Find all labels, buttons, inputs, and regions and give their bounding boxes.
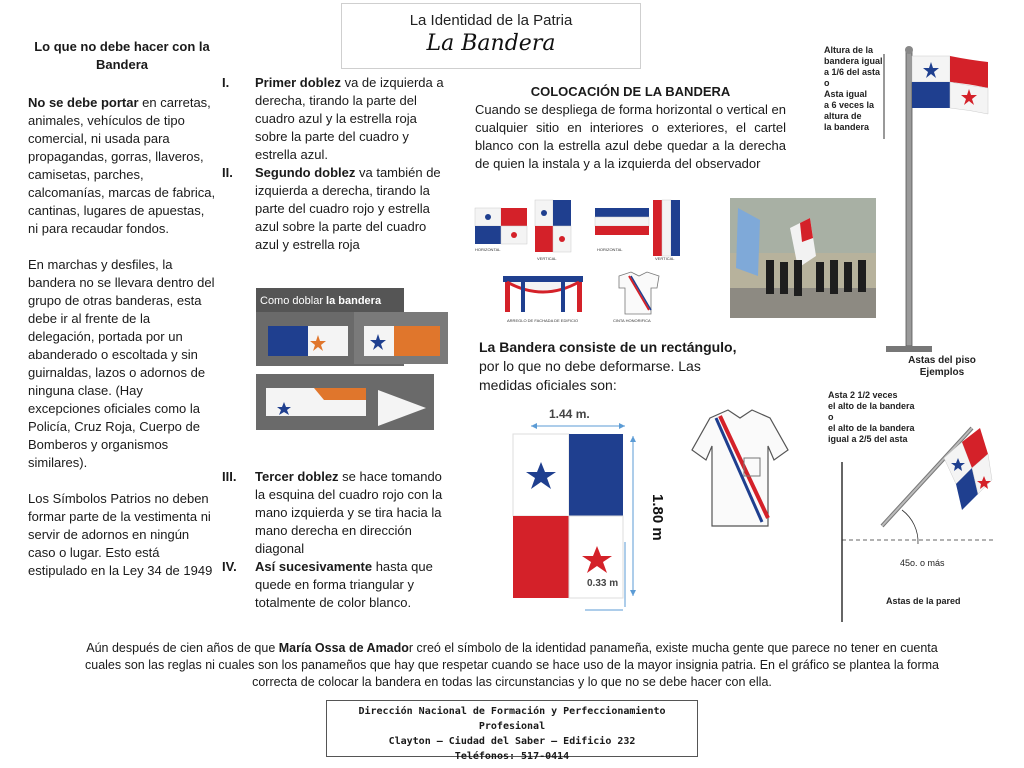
paragraph-no-portar <box>28 94 216 238</box>
pole-caption-line: Ejemplos <box>919 367 965 378</box>
flag-blue <box>569 434 623 516</box>
pole-note-line: la bandera <box>824 122 870 132</box>
fold2-orange <box>394 326 440 356</box>
pole-note-line: bandera igual <box>824 56 883 66</box>
left-column <box>28 38 216 598</box>
vertical-flag-example <box>535 200 571 252</box>
footer-paragraph <box>80 640 944 691</box>
step-1 <box>222 74 452 164</box>
step-3-text: se hace tomando la esquina del cuadro rojo con la mano izquierda y se tira hacia la mano derecha en dirección diagonal <box>255 469 443 556</box>
header-box <box>341 3 641 69</box>
wall-pole-flag <box>944 428 992 510</box>
wall-note-line: Asta 2 1/2 veces <box>828 390 898 400</box>
ground-pole <box>906 50 912 346</box>
paragraph-marchas: En marchas y desfiles, la bandera no se llevara dentro del grupo de otras banderas, esta debe ir al frente de la delegación, portada por un abanderado o escoltada y sin guirnaldas, lazos o adornos de ninguna clase. (Hay excepciones oficiales como la Policía, Cruz Roja, Cuerpo de Bomberos y organismos similares). <box>28 257 215 470</box>
photo-marchers <box>766 260 866 296</box>
step-4-num: IV. <box>222 559 237 574</box>
placement-heading: COLOCACIÓN DE LA BANDERA <box>530 84 731 99</box>
placement-text: Cuando se despliega de forma horizontal o vertical en cualquier sitio en interiores o exteriores, el cartel blanco con la estrella azul debe quedar a la derecha de quien la instala y a la izquierda del observador <box>475 102 786 171</box>
pole-caption <box>902 355 982 379</box>
step-3-bold: Tercer doblez <box>255 469 339 484</box>
contact-line-2: Clayton – Ciudad del Saber – Edificio 232 <box>388 736 636 747</box>
label-horizontal-1: HORIZONTAL <box>475 247 501 252</box>
contact-line-1: Dirección Nacional de Formación y Perfeccionamiento Profesional <box>358 706 666 732</box>
step-2-bold: Segundo doblez <box>255 165 356 180</box>
photo-flag-blue <box>736 208 760 276</box>
wall-note-line: igual a 2/5 del asta <box>828 434 908 444</box>
step-4-bold: Así sucesivamente <box>255 559 373 574</box>
angle-arc <box>902 510 918 544</box>
wall-pole-diagram <box>838 420 998 626</box>
pole-note-line: o <box>824 78 830 88</box>
rectangle-bold: La Bandera consiste de un rectángulo, <box>479 339 737 355</box>
step-4-text: hasta que quede en forma triangular y totalmente de color blanco. <box>255 559 433 610</box>
step-3-num: III. <box>222 469 237 484</box>
step-2-text: va también de izquierda a derecha, tirando la parte del cuadro rojo y estrella azul sobre la parte del cuadro azul y estrella roja <box>255 165 441 252</box>
step-3 <box>222 468 454 558</box>
pole-note-line: a 1/6 del asta <box>824 67 881 77</box>
width-arrow-right <box>619 423 625 429</box>
height-arrow-bottom <box>630 590 636 596</box>
p1-text: en carretas, animales, vehículos de tipo comercial, ni usada para propagandas, gorras, llaveros, camisetas, parches, calcomanías, marcas de fabrica, cantinas, lugares de apuestas, ni para recaudar fondos. <box>28 95 216 236</box>
footer-post: r creó el símbolo de la identidad panameña, existe mucha gente que parece no tener en cuenta cuales son las reglas ni cuales son los panameños que hay que respetar cuando se hace uso de la mayor insignia patria. En el gráfico se plantea la forma correcta de colocar la bandera en todas las circunstancias y lo que no se debe hacer con ella. <box>85 641 939 689</box>
steps-top <box>222 74 452 254</box>
contact-box <box>326 700 698 762</box>
step-1-num: I. <box>222 75 230 90</box>
star-margin-label: 0.33 m <box>587 578 619 589</box>
wall-note-line: el alto de la bandera <box>828 423 915 433</box>
step-2-num: II. <box>222 165 233 180</box>
height-arrow-top <box>630 436 636 442</box>
pole-base <box>886 346 932 352</box>
angle-label: 45o. o más <box>900 558 945 568</box>
vertical-banner-example <box>653 200 680 256</box>
p1-bold: No se debe portar <box>28 95 139 110</box>
placement-section <box>475 83 786 173</box>
wall-note-line: el alto de la bandera <box>828 401 915 411</box>
horizontal-flag-example <box>475 208 527 244</box>
photo-street <box>730 288 876 318</box>
footer-name: María Ossa de Amado <box>278 641 409 655</box>
ground-pole-diagram <box>880 44 990 360</box>
width-label: 1.44 m. <box>549 407 590 421</box>
height-label: 1.80 m <box>649 494 666 541</box>
horizontal-banner-example <box>595 208 649 235</box>
pole-caption-line: Astas del piso <box>908 355 976 366</box>
label-horizontal-2: HORIZONTAL <box>597 247 623 252</box>
wall-note-line: o <box>828 412 834 422</box>
steps-bottom <box>222 468 454 612</box>
step-2 <box>222 164 452 254</box>
parade-photo <box>730 198 876 318</box>
rectangle-statement <box>479 338 739 395</box>
pole-note-line: altura de <box>824 111 862 121</box>
pole-note-line: Asta igual <box>824 89 868 99</box>
pole-note-line: a 6 veces la <box>824 100 875 110</box>
contact-phone: Teléfonos: 517-0414 <box>454 751 570 762</box>
label-vertical-1: VERTICAL <box>537 256 557 261</box>
rectangle-text: por lo que no debe deformarse. Las medidas oficiales son: <box>479 358 701 393</box>
footer-pre: Aún después de cien años de que <box>86 641 279 655</box>
sash-shirt-illustration <box>688 406 792 532</box>
paragraph-simbolos: Los Símbolos Patrios no deben formar parte de la vestimenta ni servir de adornos en ningún caso o lugar. Esto está estipulado en la Ley 34 de 1949 <box>28 491 213 578</box>
label-vertical-2: VERTICAL <box>655 256 675 261</box>
fold-illustration <box>254 286 450 432</box>
placement-examples <box>473 198 693 328</box>
wall-caption: Astas de la pared <box>886 596 961 606</box>
dimension-diagram <box>505 402 675 624</box>
pole-note-line: Altura de la <box>824 45 874 55</box>
label-building: ARREGLO DE FACHADA DE EDIFICIO <box>507 318 579 323</box>
fold-caption: Como doblar la bandera <box>260 295 382 307</box>
left-heading: Lo que no debe hacer con la Bandera <box>34 39 210 72</box>
step-4 <box>222 558 454 612</box>
step-1-text: va de izquierda a derecha, tirando la parte del cuadro azul y la estrella roja sobre la parte del cuadro y estrella azul. <box>255 75 444 162</box>
step-1-bold: Primer doblez <box>255 75 341 90</box>
label-ribbon: CINTA HONORIFICA <box>613 318 651 323</box>
pole-finial <box>905 46 913 54</box>
fold1-blue <box>268 326 308 356</box>
width-arrow-left <box>531 423 537 429</box>
header-subtitle: La Identidad de la Patria <box>409 12 573 29</box>
flag-red <box>513 516 569 598</box>
ground-pole-flag <box>912 56 988 114</box>
header-title: La Bandera <box>426 31 556 56</box>
shirt-shape <box>692 410 788 526</box>
